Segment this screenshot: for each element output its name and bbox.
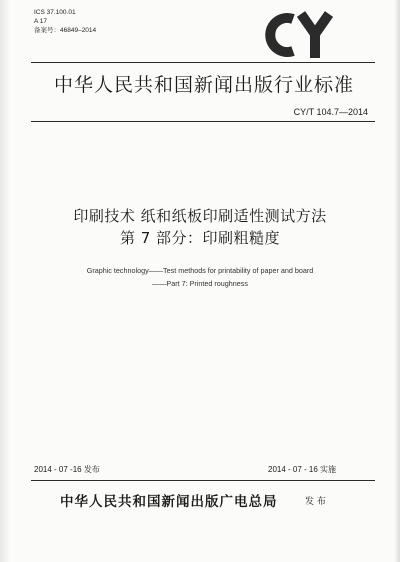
implementation-date: 2014 - 07 - 16 实施: [268, 465, 337, 474]
document-title-zh-line1: 印刷技术 纸和纸板印刷适性测试方法: [73, 207, 327, 225]
title-rule: [31, 121, 375, 122]
scan-edge-shadow: [394, 0, 400, 562]
footer-rule: [31, 480, 375, 481]
category-code: A 17: [34, 18, 48, 25]
document-title-zh-line2: 第 7 部分：印刷粗糙度: [119, 229, 281, 247]
cy-logo: [255, 10, 347, 60]
publisher-name: 中华人民共和国新闻出版广电总局: [60, 494, 278, 510]
classification-block: [34, 8, 96, 35]
publish-label: 发 布: [305, 497, 326, 507]
standard-title: 中华人民共和国新闻出版行业标准: [53, 74, 354, 96]
issue-date: 2014 - 07 -16 发布: [34, 465, 100, 474]
ics-code: ICS 37.100.01: [34, 9, 76, 16]
document-title-en-line2: ——Part 7: Printed roughness: [152, 279, 248, 288]
document-title-en-line1: Graphic technology——Test methods for printability of paper and board: [86, 266, 314, 275]
scan-left-shadow: [0, 0, 10, 562]
header-rule: [31, 62, 375, 63]
record-number: 备案号：46849–2014: [34, 27, 97, 34]
standard-code: CY/T 104.7—2014: [293, 107, 368, 117]
